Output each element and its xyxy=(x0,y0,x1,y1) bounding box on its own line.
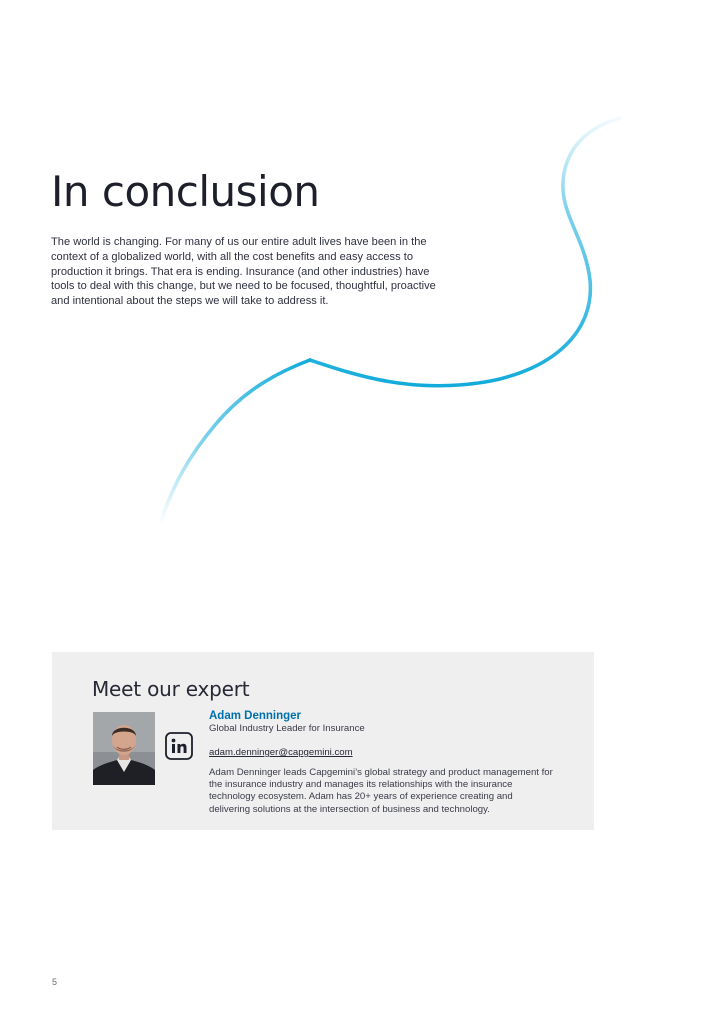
expert-photo xyxy=(93,712,155,785)
page-number: 5 xyxy=(52,977,58,987)
expert-name: Adam Denninger xyxy=(209,710,302,722)
expert-panel xyxy=(52,652,594,830)
expert-email-link[interactable]: adam.denninger@capgemini.com xyxy=(209,747,353,758)
linkedin-icon[interactable] xyxy=(165,732,193,760)
expert-role: Global Industry Leader for Insurance xyxy=(209,723,365,734)
expert-bio: Adam Denninger leads Capgemini’s global strategy and product management for the insurance industry and manages its relationships with the insurance technology ecosystem. Adam has 20+ years of experience creating and delivering solutions at the intersection of business and technology. xyxy=(209,767,553,815)
page-title: In conclusion xyxy=(51,167,320,216)
expert-heading: Meet our expert xyxy=(92,677,250,701)
intro-paragraph: The world is changing. For many of us our entire adult lives have been in the context of a globalized world, with all the cost benefits and easy access to production it brings. That era is ending. Insurance (and other industries) have tools to deal with this change, but we need to be focused, thoughtful, proactive and intentional about the steps we will take to address it. xyxy=(51,236,436,308)
